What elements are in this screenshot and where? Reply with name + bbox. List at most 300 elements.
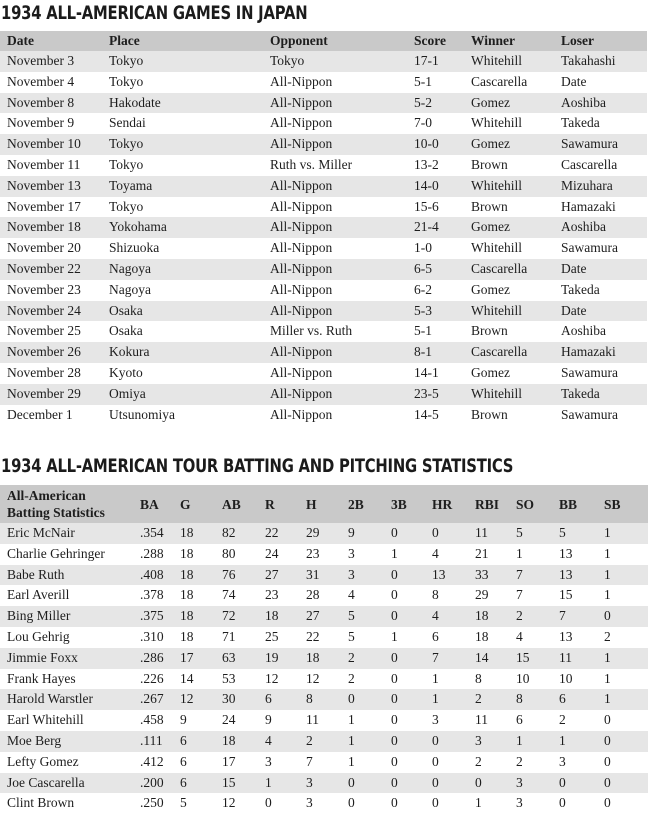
cell-winner: Gomez [471, 217, 561, 238]
cell-loser: Takeda [561, 113, 647, 134]
table-row [0, 384, 647, 405]
cell-date: November 18 [0, 217, 109, 238]
stat-rbi: 33 [475, 565, 516, 586]
cell-loser: Date [561, 301, 647, 322]
stat-2b: 1 [348, 710, 391, 731]
cell-date: November 22 [0, 259, 109, 280]
stat-2b: 4 [348, 585, 391, 606]
cell-winner: Brown [471, 405, 561, 426]
cell-opponent: All-Nippon [270, 342, 414, 363]
cell-winner: Gomez [471, 93, 561, 114]
stat-h: 2 [306, 731, 348, 752]
cell-date: November 9 [0, 113, 109, 134]
stat-hr: 0 [432, 752, 475, 773]
stat-sb: 1 [604, 544, 648, 565]
stat-hr: 0 [432, 731, 475, 752]
cell-date: November 28 [0, 363, 109, 384]
stat-ab: 17 [222, 752, 265, 773]
stat-h: 23 [306, 544, 348, 565]
cell-opponent: Tokyo [270, 51, 414, 72]
stat-h: 3 [306, 773, 348, 794]
stat-g: 18 [180, 606, 222, 627]
cell-score: 6-2 [414, 280, 471, 301]
stat-bb: 6 [559, 689, 604, 710]
games-header-row [0, 31, 647, 51]
stat-bb: 13 [559, 544, 604, 565]
cell-opponent: All-Nippon [270, 384, 414, 405]
cell-place: Tokyo [109, 72, 270, 93]
cell-place: Kyoto [109, 363, 270, 384]
cell-score: 10-0 [414, 134, 471, 155]
stat-bb: 5 [559, 523, 604, 544]
stat-ba: .288 [140, 544, 180, 565]
cell-place: Tokyo [109, 155, 270, 176]
stat-so: 6 [516, 710, 559, 731]
table-row [0, 134, 647, 155]
stat-r: 12 [265, 669, 306, 690]
cell-date: November 20 [0, 238, 109, 259]
cell-score: 14-5 [414, 405, 471, 426]
stat-bb: 3 [559, 752, 604, 773]
cell-winner: Gomez [471, 363, 561, 384]
cell-score: 8-1 [414, 342, 471, 363]
cell-loser: Sawamura [561, 238, 647, 259]
cell-opponent: All-Nippon [270, 405, 414, 426]
stat-so: 1 [516, 544, 559, 565]
cell-loser: Cascarella [561, 155, 647, 176]
stat-g: 6 [180, 731, 222, 752]
cell-winner: Brown [471, 155, 561, 176]
stat-player: Frank Hayes [0, 669, 140, 690]
stat-rbi: 2 [475, 689, 516, 710]
stat-so: 3 [516, 793, 559, 814]
stat-so: 5 [516, 523, 559, 544]
cell-date: November 26 [0, 342, 109, 363]
stat-hr: 4 [432, 606, 475, 627]
table-row [0, 259, 647, 280]
table-row [0, 197, 647, 218]
cell-score: 6-5 [414, 259, 471, 280]
table-row [0, 710, 648, 731]
cell-opponent: All-Nippon [270, 238, 414, 259]
stat-3b: 0 [391, 752, 432, 773]
stat-h: 29 [306, 523, 348, 544]
stat-player: Bing Miller [0, 606, 140, 627]
stat-player: Moe Berg [0, 731, 140, 752]
stat-so: 3 [516, 773, 559, 794]
cell-score: 23-5 [414, 384, 471, 405]
cell-place: Tokyo [109, 51, 270, 72]
cell-loser: Aoshiba [561, 321, 647, 342]
stat-bb: 13 [559, 627, 604, 648]
stat-2b: 0 [348, 773, 391, 794]
table-row [0, 544, 648, 565]
stat-ba: .226 [140, 669, 180, 690]
stats-header-so: SO [516, 485, 559, 523]
stat-so: 2 [516, 606, 559, 627]
stats-header-sb: SB [604, 485, 648, 523]
stat-player: Clint Brown [0, 793, 140, 814]
stat-3b: 0 [391, 648, 432, 669]
stat-rbi: 14 [475, 648, 516, 669]
stat-sb: 1 [604, 523, 648, 544]
cell-opponent: All-Nippon [270, 176, 414, 197]
cell-date: November 11 [0, 155, 109, 176]
stat-sb: 0 [604, 752, 648, 773]
cell-score: 21-4 [414, 217, 471, 238]
cell-winner: Brown [471, 321, 561, 342]
cell-winner: Gomez [471, 280, 561, 301]
cell-opponent: All-Nippon [270, 113, 414, 134]
stat-r: 22 [265, 523, 306, 544]
cell-place: Hakodate [109, 93, 270, 114]
table-row [0, 93, 647, 114]
stat-bb: 10 [559, 669, 604, 690]
stat-g: 18 [180, 585, 222, 606]
stat-hr: 0 [432, 793, 475, 814]
cell-score: 13-2 [414, 155, 471, 176]
stat-2b: 1 [348, 752, 391, 773]
stats-header-ab: AB [222, 485, 265, 523]
cell-date: November 13 [0, 176, 109, 197]
stat-sb: 0 [604, 606, 648, 627]
cell-place: Nagoya [109, 259, 270, 280]
stat-so: 15 [516, 648, 559, 669]
stat-ab: 15 [222, 773, 265, 794]
stats-header-h: H [306, 485, 348, 523]
stat-3b: 0 [391, 523, 432, 544]
stat-sb: 1 [604, 565, 648, 586]
stat-g: 18 [180, 627, 222, 648]
cell-winner: Whitehill [471, 384, 561, 405]
cell-winner: Cascarella [471, 342, 561, 363]
stat-player: Eric McNair [0, 523, 140, 544]
stat-sb: 1 [604, 689, 648, 710]
games-header-place: Place [109, 31, 270, 51]
stats-header-ba: BA [140, 485, 180, 523]
cell-place: Omiya [109, 384, 270, 405]
stat-2b: 5 [348, 606, 391, 627]
stat-r: 4 [265, 731, 306, 752]
cell-place: Kokura [109, 342, 270, 363]
stat-g: 5 [180, 793, 222, 814]
table-row [0, 176, 647, 197]
cell-date: November 17 [0, 197, 109, 218]
stat-player: Babe Ruth [0, 565, 140, 586]
stat-bb: 7 [559, 606, 604, 627]
stat-3b: 0 [391, 689, 432, 710]
table-row [0, 155, 647, 176]
table-row [0, 342, 647, 363]
stat-ba: .412 [140, 752, 180, 773]
stat-sb: 2 [604, 627, 648, 648]
cell-place: Osaka [109, 301, 270, 322]
stat-r: 1 [265, 773, 306, 794]
stat-bb: 13 [559, 565, 604, 586]
cell-score: 14-0 [414, 176, 471, 197]
table-row [0, 217, 647, 238]
cell-winner: Whitehill [471, 238, 561, 259]
cell-winner: Brown [471, 197, 561, 218]
stat-h: 8 [306, 689, 348, 710]
stat-g: 6 [180, 752, 222, 773]
stat-ab: 53 [222, 669, 265, 690]
stat-player: Earl Averill [0, 585, 140, 606]
stat-r: 0 [265, 793, 306, 814]
stat-ab: 82 [222, 523, 265, 544]
cell-opponent: All-Nippon [270, 217, 414, 238]
stat-hr: 13 [432, 565, 475, 586]
stat-ab: 30 [222, 689, 265, 710]
games-table-title: 1934 ALL-AMERICAN GAMES IN JAPAN [1, 2, 308, 24]
stat-sb: 1 [604, 585, 648, 606]
stat-rbi: 18 [475, 606, 516, 627]
table-row [0, 405, 647, 426]
cell-loser: Mizuhara [561, 176, 647, 197]
cell-place: Yokohama [109, 217, 270, 238]
cell-winner: Cascarella [471, 259, 561, 280]
stat-ab: 12 [222, 793, 265, 814]
stat-sb: 0 [604, 710, 648, 731]
cell-opponent: All-Nippon [270, 301, 414, 322]
stats-header-player: All-American Batting Statistics [0, 485, 140, 523]
cell-score: 15-6 [414, 197, 471, 218]
stat-r: 18 [265, 606, 306, 627]
cell-score: 5-3 [414, 301, 471, 322]
cell-score: 1-0 [414, 238, 471, 259]
stat-g: 18 [180, 544, 222, 565]
cell-score: 5-1 [414, 72, 471, 93]
stat-so: 10 [516, 669, 559, 690]
stat-bb: 15 [559, 585, 604, 606]
stat-ba: .267 [140, 689, 180, 710]
stat-ba: .286 [140, 648, 180, 669]
stat-ba: .378 [140, 585, 180, 606]
stat-hr: 1 [432, 689, 475, 710]
stat-player: Harold Warstler [0, 689, 140, 710]
cell-opponent: All-Nippon [270, 363, 414, 384]
table-row [0, 731, 648, 752]
stats-header-hr: HR [432, 485, 475, 523]
stat-r: 6 [265, 689, 306, 710]
cell-opponent: All-Nippon [270, 93, 414, 114]
stat-rbi: 11 [475, 523, 516, 544]
stat-h: 12 [306, 669, 348, 690]
stat-player: Joe Cascarella [0, 773, 140, 794]
cell-opponent: All-Nippon [270, 197, 414, 218]
cell-winner: Whitehill [471, 176, 561, 197]
cell-opponent: Miller vs. Ruth [270, 321, 414, 342]
stat-g: 6 [180, 773, 222, 794]
table-row [0, 752, 648, 773]
stat-rbi: 11 [475, 710, 516, 731]
stat-hr: 0 [432, 523, 475, 544]
stat-h: 31 [306, 565, 348, 586]
stat-ba: .354 [140, 523, 180, 544]
stats-header-r: R [265, 485, 306, 523]
cell-loser: Hamazaki [561, 342, 647, 363]
cell-loser: Date [561, 72, 647, 93]
stat-h: 18 [306, 648, 348, 669]
cell-date: November 24 [0, 301, 109, 322]
stat-player: Lefty Gomez [0, 752, 140, 773]
stat-so: 7 [516, 585, 559, 606]
cell-loser: Sawamura [561, 134, 647, 155]
stat-bb: 0 [559, 773, 604, 794]
stat-rbi: 3 [475, 731, 516, 752]
stat-2b: 2 [348, 648, 391, 669]
stat-2b: 3 [348, 544, 391, 565]
cell-loser: Takeda [561, 384, 647, 405]
table-row [0, 606, 648, 627]
cell-place: Tokyo [109, 134, 270, 155]
stat-r: 3 [265, 752, 306, 773]
cell-place: Tokyo [109, 197, 270, 218]
stat-ba: .310 [140, 627, 180, 648]
stat-r: 19 [265, 648, 306, 669]
stat-rbi: 1 [475, 793, 516, 814]
table-row [0, 648, 648, 669]
cell-date: November 3 [0, 51, 109, 72]
stat-so: 4 [516, 627, 559, 648]
cell-place: Shizuoka [109, 238, 270, 259]
stat-3b: 0 [391, 793, 432, 814]
stat-3b: 0 [391, 606, 432, 627]
stat-hr: 4 [432, 544, 475, 565]
stat-r: 27 [265, 565, 306, 586]
table-row [0, 301, 647, 322]
stat-ba: .111 [140, 731, 180, 752]
stat-3b: 0 [391, 710, 432, 731]
table-row [0, 793, 648, 814]
stats-header-2b: 2B [348, 485, 391, 523]
stat-so: 1 [516, 731, 559, 752]
stat-2b: 3 [348, 565, 391, 586]
stat-hr: 1 [432, 669, 475, 690]
cell-opponent: All-Nippon [270, 280, 414, 301]
stat-hr: 3 [432, 710, 475, 731]
cell-place: Nagoya [109, 280, 270, 301]
stat-ba: .250 [140, 793, 180, 814]
stat-player: Lou Gehrig [0, 627, 140, 648]
stat-3b: 1 [391, 544, 432, 565]
stat-g: 9 [180, 710, 222, 731]
stat-3b: 1 [391, 627, 432, 648]
stat-2b: 0 [348, 793, 391, 814]
cell-date: November 4 [0, 72, 109, 93]
stats-header-bb: BB [559, 485, 604, 523]
stat-so: 7 [516, 565, 559, 586]
stat-r: 9 [265, 710, 306, 731]
stat-2b: 9 [348, 523, 391, 544]
stat-rbi: 21 [475, 544, 516, 565]
table-row [0, 689, 648, 710]
stats-header-g: G [180, 485, 222, 523]
stat-h: 11 [306, 710, 348, 731]
stat-2b: 0 [348, 689, 391, 710]
cell-score: 5-2 [414, 93, 471, 114]
stat-ab: 24 [222, 710, 265, 731]
stat-player: Jimmie Foxx [0, 648, 140, 669]
cell-place: Sendai [109, 113, 270, 134]
stat-r: 25 [265, 627, 306, 648]
stat-g: 14 [180, 669, 222, 690]
cell-date: December 1 [0, 405, 109, 426]
cell-winner: Whitehill [471, 113, 561, 134]
stat-bb: 2 [559, 710, 604, 731]
cell-winner: Gomez [471, 134, 561, 155]
cell-loser: Takahashi [561, 51, 647, 72]
stat-ba: .375 [140, 606, 180, 627]
stat-2b: 1 [348, 731, 391, 752]
table-row [0, 565, 648, 586]
table-row [0, 238, 647, 259]
table-row [0, 72, 647, 93]
stat-ba: .458 [140, 710, 180, 731]
stat-player: Earl Whitehill [0, 710, 140, 731]
stat-g: 12 [180, 689, 222, 710]
cell-winner: Cascarella [471, 72, 561, 93]
table-row [0, 773, 648, 794]
cell-place: Osaka [109, 321, 270, 342]
stat-hr: 6 [432, 627, 475, 648]
table-row [0, 51, 647, 72]
table-row [0, 113, 647, 134]
cell-date: November 29 [0, 384, 109, 405]
stat-3b: 0 [391, 731, 432, 752]
cell-date: November 25 [0, 321, 109, 342]
stat-sb: 0 [604, 773, 648, 794]
cell-date: November 10 [0, 134, 109, 155]
stat-ab: 74 [222, 585, 265, 606]
stat-player: Charlie Gehringer [0, 544, 140, 565]
stat-hr: 8 [432, 585, 475, 606]
cell-score: 14-1 [414, 363, 471, 384]
stat-sb: 1 [604, 669, 648, 690]
cell-loser: Aoshiba [561, 217, 647, 238]
cell-opponent: Ruth vs. Miller [270, 155, 414, 176]
stat-ab: 63 [222, 648, 265, 669]
games-header-score: Score [414, 31, 471, 51]
table-row [0, 321, 647, 342]
stat-sb: 0 [604, 731, 648, 752]
stat-h: 7 [306, 752, 348, 773]
stat-hr: 0 [432, 773, 475, 794]
stat-sb: 0 [604, 793, 648, 814]
games-header-date: Date [0, 31, 109, 51]
cell-opponent: All-Nippon [270, 134, 414, 155]
stat-ab: 72 [222, 606, 265, 627]
stat-rbi: 18 [475, 627, 516, 648]
stat-3b: 0 [391, 669, 432, 690]
stat-ab: 76 [222, 565, 265, 586]
stat-3b: 0 [391, 773, 432, 794]
stat-h: 28 [306, 585, 348, 606]
table-row [0, 280, 647, 301]
table-row [0, 523, 648, 544]
stat-ba: .408 [140, 565, 180, 586]
stat-so: 8 [516, 689, 559, 710]
games-table [0, 31, 647, 425]
cell-winner: Whitehill [471, 51, 561, 72]
cell-opponent: All-Nippon [270, 72, 414, 93]
cell-place: Toyama [109, 176, 270, 197]
games-header-opponent: Opponent [270, 31, 414, 51]
cell-opponent: All-Nippon [270, 259, 414, 280]
games-header-loser: Loser [561, 31, 647, 51]
games-header-winner: Winner [471, 31, 561, 51]
stat-h: 3 [306, 793, 348, 814]
